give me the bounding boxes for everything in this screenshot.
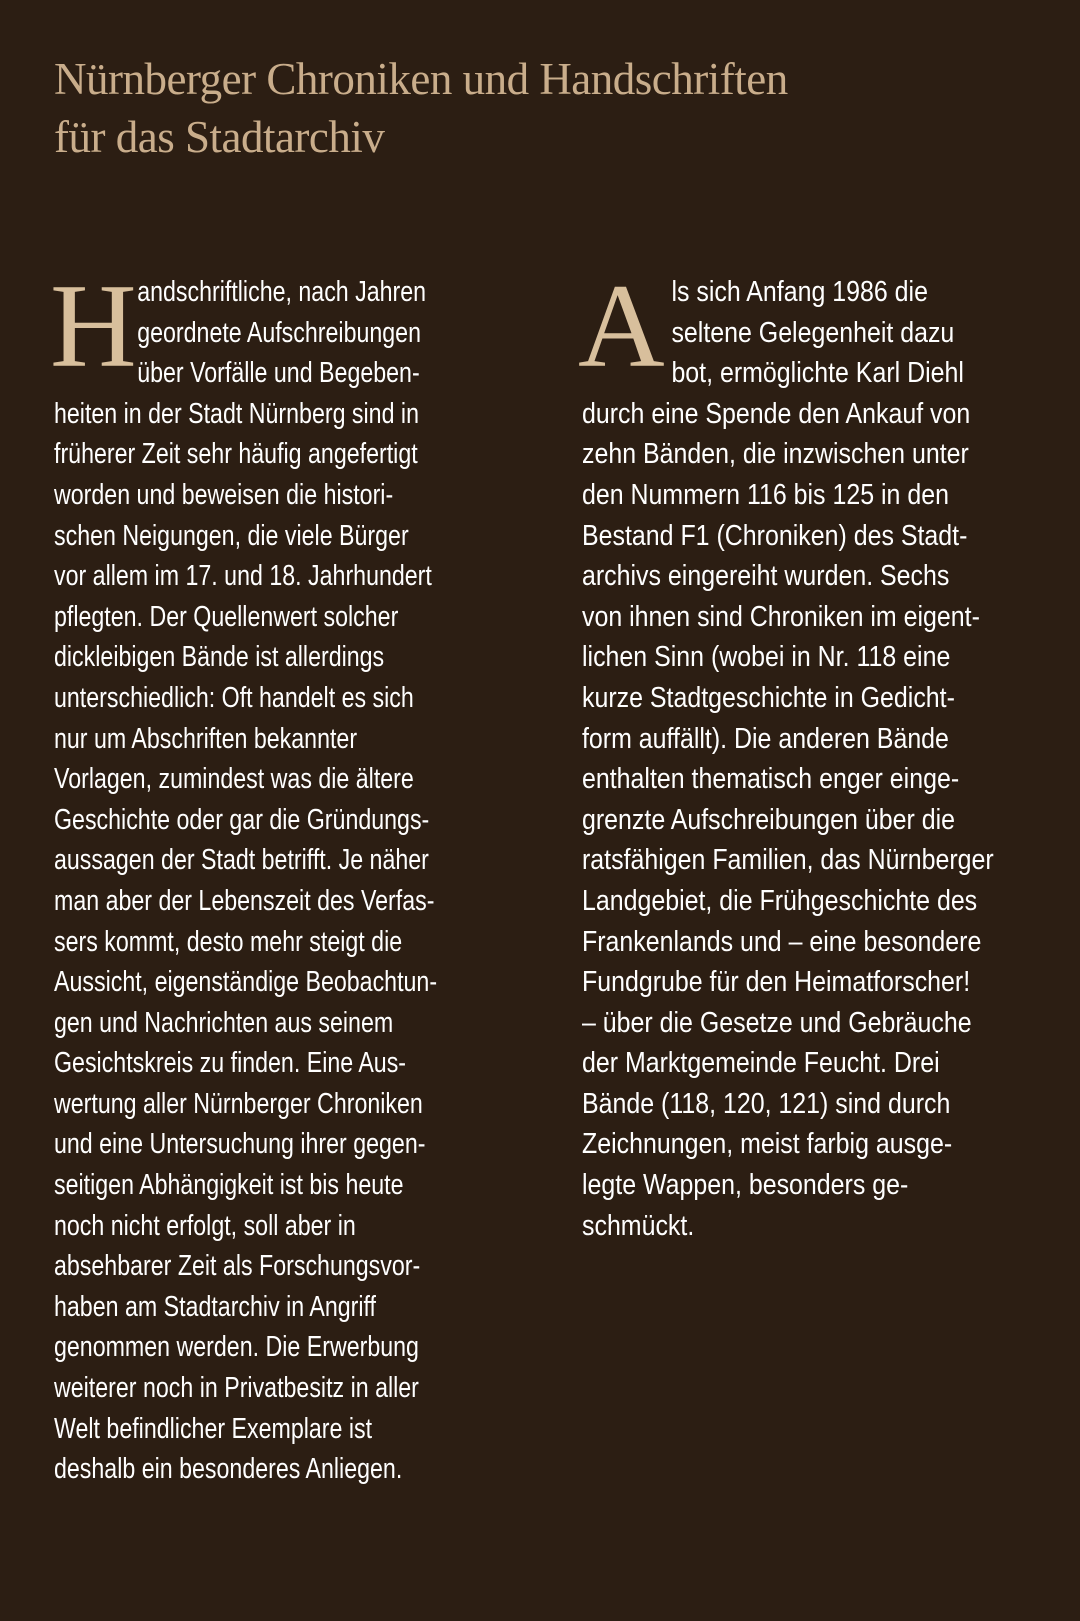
page-title bbox=[54, 50, 1034, 166]
text-line: archivs eingereiht wurden. Sechs bbox=[582, 560, 950, 593]
text-line: kurze Stadtgeschichte in Gedicht- bbox=[582, 681, 955, 714]
text-line: ratsfähigen Familien, das Nürnberger bbox=[582, 844, 994, 877]
text-line: man aber der Lebenszeit des Verfas- bbox=[54, 884, 435, 917]
text-line: gen und Nachrichten aus seinem bbox=[54, 1006, 394, 1039]
text-line: Bände (118, 120, 121) sind durch bbox=[582, 1087, 951, 1120]
text-line: vor allem im 17. und 18. Jahrhundert bbox=[54, 560, 432, 593]
title-line-2: für das Stadtarchiv bbox=[54, 112, 385, 162]
text-line: unterschiedlich: Oft handelt es sich bbox=[54, 681, 414, 714]
text-line: haben am Stadtarchiv in Angriff bbox=[54, 1290, 376, 1323]
text-line: Zeichnungen, meist farbig ausge- bbox=[582, 1128, 953, 1161]
text-line: geordnete Aufschreibungen bbox=[137, 316, 421, 349]
text-line: Bestand F1 (Chroniken) des Stadt- bbox=[582, 519, 968, 552]
text-line: legte Wappen, besonders ge- bbox=[582, 1169, 909, 1202]
text-line: Frankenlands und – eine besondere bbox=[582, 925, 982, 958]
text-line: sers kommt, desto mehr steigt die bbox=[54, 925, 403, 958]
text-line: durch eine Spende den Ankauf von bbox=[582, 397, 971, 430]
text-line: ls sich Anfang 1986 die bbox=[671, 276, 928, 308]
text-line: von ihnen sind Chroniken im eigent- bbox=[582, 600, 980, 633]
text-line: dickleibigen Bände ist allerdings bbox=[54, 641, 385, 674]
dropcap-right: A bbox=[578, 259, 665, 392]
title-line-1: Nürnberger Chroniken und Handschriften bbox=[54, 54, 788, 104]
left-column bbox=[54, 272, 524, 1490]
text-line: andschriftliche, nach Jahren bbox=[137, 276, 427, 308]
dropcap-left: H bbox=[50, 259, 137, 392]
text-line: Geschichte oder gar die Gründungs- bbox=[54, 803, 430, 836]
text-line: Gesichtskreis zu finden. Eine Aus- bbox=[54, 1047, 407, 1080]
text-line: Aussicht, eigenständige Beobachtun- bbox=[54, 966, 438, 999]
text-line: genommen werden. Die Erwerbung bbox=[54, 1331, 419, 1364]
text-line: heiten in der Stadt Nürnberg sind in bbox=[54, 397, 419, 430]
text-line: und eine Untersuchung ihrer gegen- bbox=[54, 1128, 426, 1161]
text-line: nur um Abschriften bekannter bbox=[54, 722, 358, 755]
text-line: über Vorfälle und Begeben- bbox=[137, 357, 420, 390]
text-line: Landgebiet, die Frühgeschichte des bbox=[582, 884, 978, 917]
text-line: worden und beweisen die histori- bbox=[54, 478, 394, 511]
text-line: bot, ermöglichte Karl Diehl bbox=[671, 357, 964, 390]
text-line: früherer Zeit sehr häufig angefertigt bbox=[54, 438, 418, 471]
text-line: weiterer noch in Privatbesitz in aller bbox=[54, 1372, 419, 1405]
text-line: enthalten thematisch enger einge- bbox=[582, 763, 960, 796]
right-column bbox=[582, 272, 1052, 1246]
text-line: Welt befindlicher Exemplare ist bbox=[54, 1412, 373, 1445]
text-line: wertung aller Nürnberger Chroniken bbox=[54, 1087, 423, 1120]
text-line: Vorlagen, zumindest was die ältere bbox=[54, 763, 414, 796]
text-line: seitigen Abhängigkeit ist bis heute bbox=[54, 1169, 404, 1202]
text-line: schen Neigungen, die viele Bürger bbox=[54, 519, 409, 552]
text-line: deshalb ein besonderes Anliegen. bbox=[54, 1453, 403, 1486]
text-line: Fundgrube für den Heimatforscher! bbox=[582, 966, 971, 999]
text-line: absehbarer Zeit als Forschungsvor- bbox=[54, 1250, 421, 1283]
text-line: pflegten. Der Quellenwert solcher bbox=[54, 600, 399, 633]
text-line: lichen Sinn (wobei in Nr. 118 eine bbox=[582, 641, 951, 674]
text-line: grenzte Aufschreibungen über die bbox=[582, 803, 955, 836]
text-line: den Nummern 116 bis 125 in den bbox=[582, 478, 949, 511]
text-line: zehn Bänden, die inzwischen unter bbox=[582, 438, 969, 471]
text-line: schmückt. bbox=[582, 1209, 695, 1242]
text-line: noch nicht erfolgt, soll aber in bbox=[54, 1209, 356, 1242]
text-line: form auffällt). Die anderen Bände bbox=[582, 722, 949, 755]
text-line: aussagen der Stadt betrifft. Je näher bbox=[54, 844, 429, 877]
text-line: – über die Gesetze und Gebräuche bbox=[582, 1006, 972, 1039]
text-line: seltene Gelegenheit dazu bbox=[671, 316, 955, 349]
text-line: der Marktgemeinde Feucht. Drei bbox=[582, 1047, 940, 1080]
